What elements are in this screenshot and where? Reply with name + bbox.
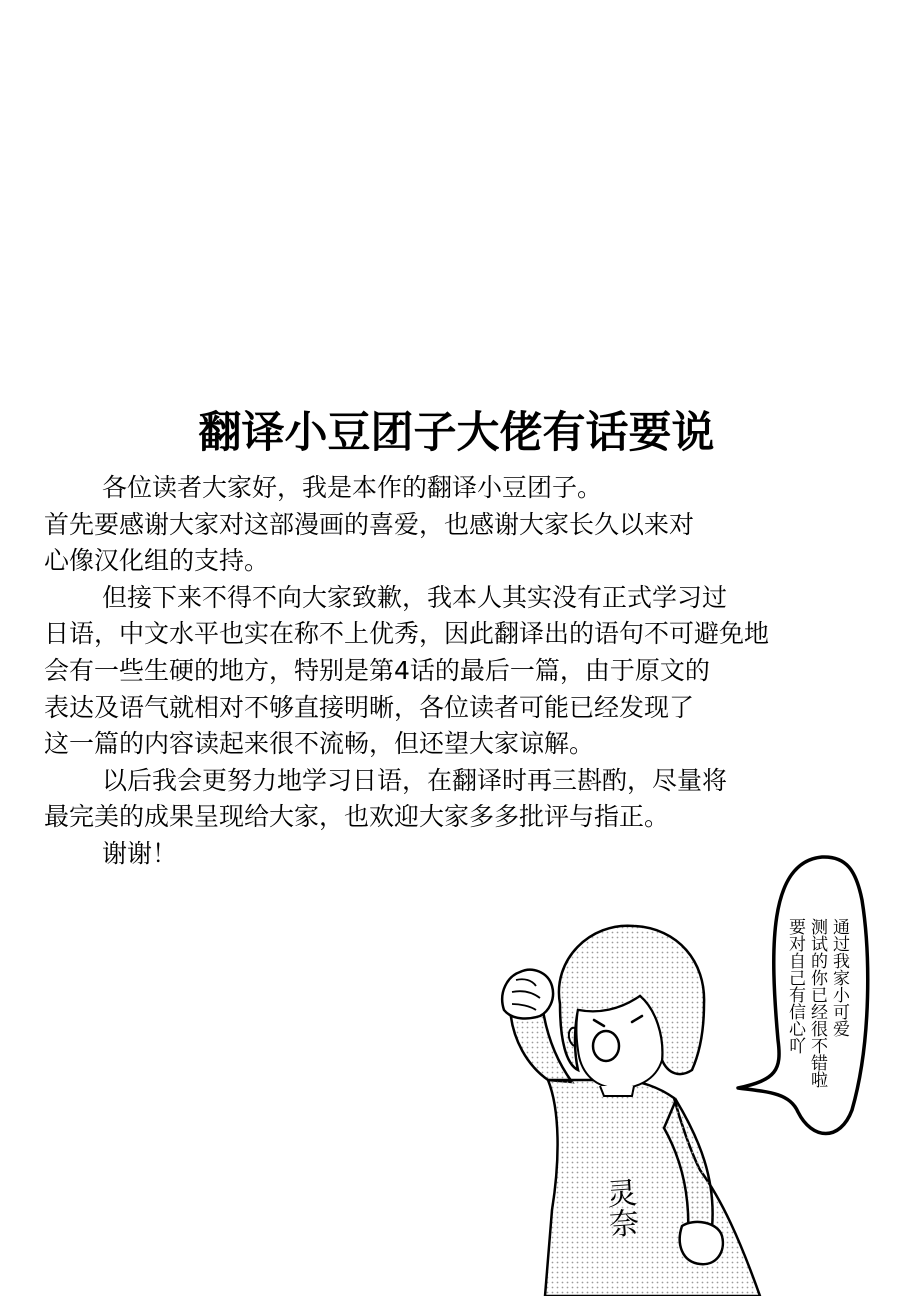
paragraph-line: 表达及语气就相对不够直接明晰，各位读者可能已经发现了 xyxy=(44,692,695,722)
shirt-name-label: 灵奈 xyxy=(599,1176,640,1240)
speech-bubble-text: 测试的你已经很不错啦 xyxy=(807,918,827,1088)
page-title: 翻译小豆团子大佬有话要说 xyxy=(198,408,715,458)
speech-bubble-text: 通过我家小可爱 xyxy=(829,918,849,1037)
paragraph-line: 各位读者大家好，我是本作的翻译小豆团子。 xyxy=(102,473,603,502)
paragraph-line: 心像汉化组的支持。 xyxy=(44,546,270,576)
paragraph-line: 最完美的成果呈现给大家，也欢迎大家多多批评与指正。 xyxy=(44,802,670,832)
speech-bubble-text: 要对自己有信心吖 xyxy=(785,918,805,1054)
paragraph-line: 以后我会更努力地学习日语，在翻译时再三斟酌，尽量将 xyxy=(102,765,728,795)
paragraph-line: 但接下来不得不向大家致歉，我本人其实没有正式学习过 xyxy=(102,582,728,612)
paragraph-line: 这一篇的内容读起来很不流畅，但还望大家谅解。 xyxy=(44,729,595,759)
paragraph-line: 谢谢！ xyxy=(102,838,178,868)
paragraph-line: 会有一些生硬的地方，特别是第4话的最后一篇，由于原文的 xyxy=(44,655,710,685)
girl-figure xyxy=(502,926,760,1296)
paragraph-line: 日语，中文水平也实在称不上优秀，因此翻译出的语句不可避免地 xyxy=(44,619,770,649)
paragraph-line: 首先要感谢大家对这部漫画的喜爱，也感谢大家长久以来对 xyxy=(44,509,695,539)
